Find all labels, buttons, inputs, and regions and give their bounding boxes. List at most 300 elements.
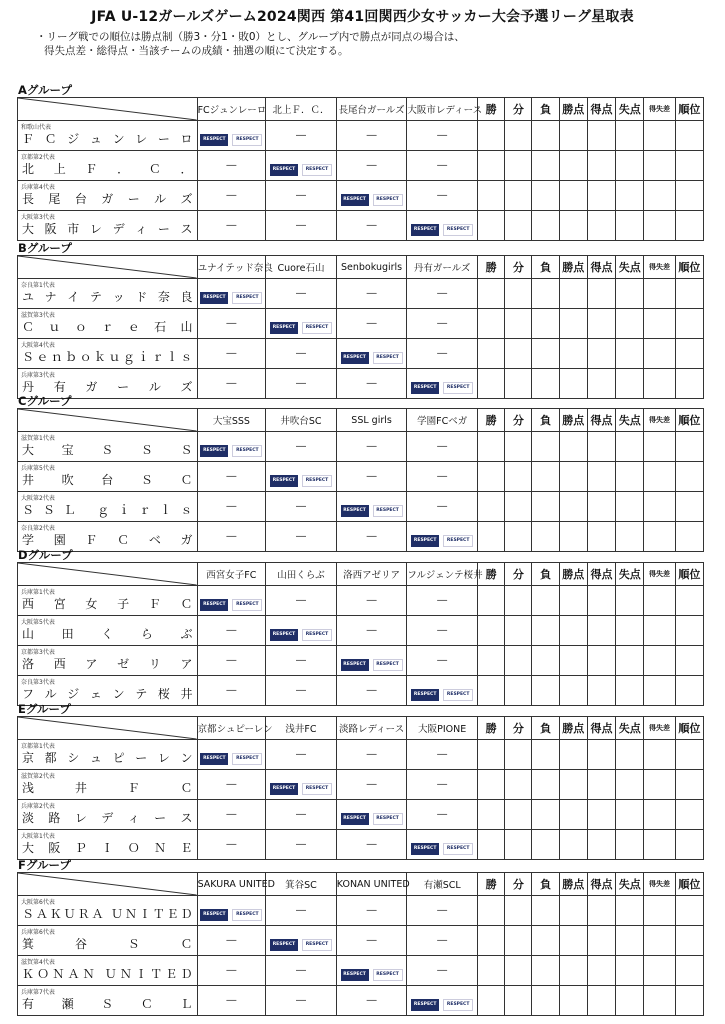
opponent-header: 有瀬SCL bbox=[407, 873, 478, 896]
team-name: 大 阪 市 レ デ ィ ー ス bbox=[22, 222, 193, 236]
match-result-cell: ― bbox=[197, 339, 266, 369]
stat-cell bbox=[505, 986, 532, 1016]
header-row bbox=[18, 873, 704, 896]
stat-cell bbox=[477, 432, 504, 462]
match-result-cell: ― bbox=[197, 462, 266, 492]
prefecture-rep: 大阪第6代表 bbox=[21, 899, 55, 906]
opponent-header: 浅井FC bbox=[266, 717, 337, 740]
stat-cell bbox=[532, 800, 559, 830]
match-result-cell: ― bbox=[336, 432, 407, 462]
stat-header: 勝 bbox=[477, 563, 504, 586]
diagonal-line bbox=[18, 409, 197, 431]
match-result-cell: ― bbox=[197, 800, 266, 830]
stat-cell bbox=[675, 151, 703, 181]
stat-cell bbox=[675, 586, 703, 616]
prefecture-rep: 兵庫第1代表 bbox=[21, 589, 55, 596]
stat-cell bbox=[505, 896, 532, 926]
stat-cell bbox=[477, 800, 504, 830]
team-name: 大 宝 Ｓ Ｓ Ｓ bbox=[22, 443, 193, 457]
respect-badge-light: RESPECT bbox=[373, 659, 403, 671]
stat-cell bbox=[644, 492, 675, 522]
team-row bbox=[18, 522, 704, 552]
opponent-header: 大宝SSS bbox=[197, 409, 266, 432]
stat-header: 得点 bbox=[587, 409, 615, 432]
stat-cell bbox=[532, 896, 559, 926]
stat-cell bbox=[559, 432, 587, 462]
respect-badge: RESPECT bbox=[200, 292, 228, 304]
stat-cell bbox=[532, 492, 559, 522]
match-result-cell: ― bbox=[197, 676, 266, 706]
stat-header: 失点 bbox=[616, 409, 644, 432]
respect-badge-light: RESPECT bbox=[302, 475, 332, 487]
team-row bbox=[18, 279, 704, 309]
team-row bbox=[18, 616, 704, 646]
stat-header: 順位 bbox=[675, 873, 703, 896]
respect-badge: RESPECT bbox=[411, 689, 439, 701]
team-name: Ｃ ｕ ｏ ｒ ｅ 石 山 bbox=[22, 320, 193, 334]
stat-cell bbox=[587, 462, 615, 492]
prefecture-rep: 兵庫第7代表 bbox=[21, 989, 55, 996]
team-row bbox=[18, 369, 704, 399]
team-name: ユ ナ イ テ ッ ド 奈 良 bbox=[22, 290, 193, 304]
stat-cell bbox=[477, 309, 504, 339]
respect-badge: RESPECT bbox=[411, 535, 439, 547]
stat-cell bbox=[505, 586, 532, 616]
match-result-cell: ― bbox=[197, 522, 266, 552]
team-name: 井 吹 台 Ｓ Ｃ bbox=[22, 473, 193, 487]
stat-header: 分 bbox=[505, 98, 532, 121]
respect-cell bbox=[336, 181, 407, 211]
respect-badge-light: RESPECT bbox=[302, 939, 332, 951]
stat-cell bbox=[587, 896, 615, 926]
team-row bbox=[18, 151, 704, 181]
respect-badge-light: RESPECT bbox=[443, 689, 473, 701]
stat-cell bbox=[644, 181, 675, 211]
stat-header: 得失差 bbox=[644, 563, 675, 586]
match-result-cell: ― bbox=[407, 770, 478, 800]
stat-header: 失点 bbox=[616, 563, 644, 586]
stat-cell bbox=[477, 986, 504, 1016]
stat-cell bbox=[559, 896, 587, 926]
team-name-cell bbox=[18, 956, 198, 986]
stat-cell bbox=[559, 462, 587, 492]
stat-cell bbox=[644, 616, 675, 646]
opponent-header: SAKURA UNITED bbox=[197, 873, 266, 896]
stat-cell bbox=[477, 586, 504, 616]
group-label: Eグループ bbox=[18, 702, 71, 716]
team-name-cell bbox=[18, 339, 198, 369]
team-name: 淡 路 レ デ ィ ー ス bbox=[22, 811, 193, 825]
respect-badge-light: RESPECT bbox=[373, 505, 403, 517]
stat-header: 分 bbox=[505, 409, 532, 432]
respect-badge-light: RESPECT bbox=[232, 909, 262, 921]
prefecture-rep: 兵庫第5代表 bbox=[21, 465, 55, 472]
opponent-header: Senbokugirls bbox=[336, 256, 407, 279]
respect-badge-light: RESPECT bbox=[302, 322, 332, 334]
respect-badge: RESPECT bbox=[270, 164, 298, 176]
respect-badge: RESPECT bbox=[341, 659, 369, 671]
stat-cell bbox=[616, 616, 644, 646]
match-result-cell: ― bbox=[407, 646, 478, 676]
respect-cell bbox=[197, 586, 266, 616]
match-result-cell: ― bbox=[266, 432, 337, 462]
stat-header: 順位 bbox=[675, 256, 703, 279]
stat-header: 失点 bbox=[616, 717, 644, 740]
stat-cell bbox=[532, 181, 559, 211]
stat-cell bbox=[505, 926, 532, 956]
opponent-header: KONAN UNITED bbox=[336, 873, 407, 896]
stat-cell bbox=[532, 740, 559, 770]
match-result-cell: ― bbox=[336, 986, 407, 1016]
respect-badge: RESPECT bbox=[200, 134, 228, 146]
stat-cell bbox=[616, 151, 644, 181]
prefecture-rep: 兵庫第2代表 bbox=[21, 803, 55, 810]
stat-cell bbox=[532, 522, 559, 552]
stat-cell bbox=[644, 462, 675, 492]
stat-cell bbox=[559, 522, 587, 552]
stat-header: 勝点 bbox=[559, 717, 587, 740]
match-result-cell: ― bbox=[266, 279, 337, 309]
respect-logo bbox=[270, 475, 332, 487]
match-result-cell: ― bbox=[407, 121, 478, 151]
stat-cell bbox=[587, 830, 615, 860]
stat-cell bbox=[532, 986, 559, 1016]
stat-cell bbox=[559, 926, 587, 956]
stat-cell bbox=[477, 339, 504, 369]
group-table bbox=[17, 408, 704, 552]
match-result-cell: ― bbox=[266, 211, 337, 241]
team-name-cell bbox=[18, 616, 198, 646]
team-row bbox=[18, 926, 704, 956]
stat-header: 順位 bbox=[675, 717, 703, 740]
stat-cell bbox=[587, 432, 615, 462]
respect-cell bbox=[266, 926, 337, 956]
stat-cell bbox=[644, 432, 675, 462]
prefecture-rep: 滋賀第4代表 bbox=[21, 959, 55, 966]
team-name: 丹 有 ガ ー ル ズ bbox=[22, 380, 193, 394]
match-result-cell: ― bbox=[197, 181, 266, 211]
stat-cell bbox=[675, 616, 703, 646]
group-label: Bグループ bbox=[18, 241, 72, 255]
stat-cell bbox=[477, 211, 504, 241]
opponent-header: Cuore石山 bbox=[266, 256, 337, 279]
corner-cell bbox=[18, 98, 198, 121]
stat-header: 勝点 bbox=[559, 409, 587, 432]
team-name-cell bbox=[18, 896, 198, 926]
respect-badge: RESPECT bbox=[341, 194, 369, 206]
team-name: フ ル ジ ェ ン テ 桜 井 bbox=[22, 687, 193, 701]
stat-cell bbox=[477, 151, 504, 181]
stat-cell bbox=[505, 616, 532, 646]
stat-cell bbox=[675, 926, 703, 956]
diagonal-line bbox=[18, 717, 197, 739]
respect-logo bbox=[270, 939, 332, 951]
opponent-header: 北上Ｆ．Ｃ． bbox=[266, 98, 337, 121]
respect-logo bbox=[341, 659, 403, 671]
team-name: Ｓ ｅ ｎ ｂ ｏ ｋ ｕ ｇ ｉ ｒ ｌ ｓ bbox=[22, 350, 193, 364]
stat-cell bbox=[477, 676, 504, 706]
stat-cell bbox=[644, 830, 675, 860]
respect-badge: RESPECT bbox=[411, 999, 439, 1011]
team-name: Ｓ Ａ Ｋ Ｕ Ｒ Ａ Ｕ Ｎ Ｉ Ｔ Ｅ Ｄ bbox=[22, 907, 193, 921]
diagonal-line bbox=[18, 98, 197, 120]
match-result-cell: ― bbox=[336, 121, 407, 151]
respect-badge: RESPECT bbox=[411, 843, 439, 855]
stat-header: 分 bbox=[505, 563, 532, 586]
stat-cell bbox=[616, 462, 644, 492]
stat-cell bbox=[675, 211, 703, 241]
stat-cell bbox=[505, 462, 532, 492]
stat-cell bbox=[644, 956, 675, 986]
match-result-cell: ― bbox=[407, 800, 478, 830]
stat-cell bbox=[616, 676, 644, 706]
prefecture-rep: 兵庫第6代表 bbox=[21, 929, 55, 936]
stat-header: 順位 bbox=[675, 563, 703, 586]
corner-cell bbox=[18, 717, 198, 740]
team-name: 学 園 Ｆ Ｃ ベ ガ bbox=[22, 533, 193, 547]
team-row bbox=[18, 896, 704, 926]
stat-header: 負 bbox=[532, 873, 559, 896]
stat-cell bbox=[477, 830, 504, 860]
stat-cell bbox=[675, 740, 703, 770]
opponent-header: 箕谷SC bbox=[266, 873, 337, 896]
respect-badge: RESPECT bbox=[270, 783, 298, 795]
respect-cell bbox=[407, 369, 478, 399]
respect-badge-light: RESPECT bbox=[373, 352, 403, 364]
stat-cell bbox=[559, 956, 587, 986]
respect-logo bbox=[411, 843, 473, 855]
stat-cell bbox=[587, 676, 615, 706]
opponent-header: 京都シュピーレン bbox=[197, 717, 266, 740]
prefecture-rep: 滋賀第3代表 bbox=[21, 312, 55, 319]
stat-cell bbox=[644, 211, 675, 241]
prefecture-rep: 奈良第1代表 bbox=[21, 282, 55, 289]
opponent-header: 洛西アゼリア bbox=[336, 563, 407, 586]
match-result-cell: ― bbox=[407, 740, 478, 770]
stat-header: 分 bbox=[505, 873, 532, 896]
stat-header: 得失差 bbox=[644, 409, 675, 432]
stat-cell bbox=[532, 462, 559, 492]
header-row bbox=[18, 98, 704, 121]
stat-cell bbox=[559, 986, 587, 1016]
match-result-cell: ― bbox=[407, 462, 478, 492]
group-table bbox=[17, 872, 704, 1016]
respect-cell bbox=[266, 462, 337, 492]
stat-cell bbox=[616, 926, 644, 956]
prefecture-rep: 奈良第3代表 bbox=[21, 679, 55, 686]
stat-cell bbox=[532, 586, 559, 616]
stat-cell bbox=[587, 279, 615, 309]
stat-cell bbox=[675, 646, 703, 676]
stat-cell bbox=[505, 121, 532, 151]
prefecture-rep: 和歌山代表 bbox=[21, 124, 52, 131]
respect-badge: RESPECT bbox=[200, 909, 228, 921]
team-name-cell bbox=[18, 279, 198, 309]
match-result-cell: ― bbox=[336, 211, 407, 241]
match-result-cell: ― bbox=[266, 492, 337, 522]
team-name: 京 都 シ ュ ピ ー レ ン bbox=[22, 751, 193, 765]
respect-logo bbox=[200, 292, 262, 304]
stat-cell bbox=[616, 770, 644, 800]
match-result-cell: ― bbox=[266, 369, 337, 399]
stat-cell bbox=[675, 522, 703, 552]
stat-cell bbox=[477, 926, 504, 956]
respect-badge: RESPECT bbox=[341, 969, 369, 981]
opponent-header: 西宮女子FC bbox=[197, 563, 266, 586]
stat-cell bbox=[587, 800, 615, 830]
stat-cell bbox=[644, 309, 675, 339]
stat-cell bbox=[616, 586, 644, 616]
team-name: 有 瀬 Ｓ Ｃ Ｌ bbox=[22, 997, 193, 1011]
stat-cell bbox=[532, 279, 559, 309]
stat-cell bbox=[587, 986, 615, 1016]
stat-cell bbox=[587, 926, 615, 956]
stat-cell bbox=[644, 586, 675, 616]
stat-cell bbox=[532, 616, 559, 646]
stat-cell bbox=[644, 339, 675, 369]
group-table bbox=[17, 562, 704, 706]
stat-cell bbox=[587, 369, 615, 399]
stat-cell bbox=[559, 800, 587, 830]
team-name: 山 田 く ら ぶ bbox=[22, 627, 193, 641]
stat-cell bbox=[532, 121, 559, 151]
stat-cell bbox=[644, 151, 675, 181]
diagonal-line bbox=[18, 873, 197, 895]
match-result-cell: ― bbox=[197, 369, 266, 399]
respect-cell bbox=[336, 492, 407, 522]
respect-badge: RESPECT bbox=[270, 322, 298, 334]
match-result-cell: ― bbox=[407, 279, 478, 309]
team-name-cell bbox=[18, 770, 198, 800]
stat-cell bbox=[587, 309, 615, 339]
team-name-cell bbox=[18, 646, 198, 676]
respect-cell bbox=[266, 616, 337, 646]
stat-cell bbox=[559, 740, 587, 770]
prefecture-rep: 兵庫第3代表 bbox=[21, 372, 55, 379]
team-row bbox=[18, 830, 704, 860]
stat-header: 得点 bbox=[587, 717, 615, 740]
stat-cell bbox=[675, 369, 703, 399]
prefecture-rep: 京都第1代表 bbox=[21, 743, 55, 750]
group-table bbox=[17, 97, 704, 241]
opponent-header: FCジュンレーロ bbox=[197, 98, 266, 121]
respect-logo bbox=[270, 164, 332, 176]
respect-cell bbox=[407, 522, 478, 552]
stat-cell bbox=[675, 339, 703, 369]
match-result-cell: ― bbox=[336, 522, 407, 552]
respect-badge-light: RESPECT bbox=[373, 813, 403, 825]
prefecture-rep: 大阪第5代表 bbox=[21, 619, 55, 626]
team-name: 大 阪 Ｐ Ｉ Ｏ Ｎ Ｅ bbox=[22, 841, 193, 855]
respect-badge: RESPECT bbox=[341, 813, 369, 825]
stat-cell bbox=[532, 432, 559, 462]
respect-logo bbox=[341, 969, 403, 981]
match-result-cell: ― bbox=[336, 926, 407, 956]
team-row bbox=[18, 956, 704, 986]
stat-cell bbox=[532, 956, 559, 986]
stat-cell bbox=[559, 646, 587, 676]
group-label: Dグループ bbox=[18, 548, 73, 562]
respect-badge-light: RESPECT bbox=[302, 629, 332, 641]
match-result-cell: ― bbox=[197, 151, 266, 181]
stat-cell bbox=[587, 151, 615, 181]
stat-cell bbox=[477, 616, 504, 646]
match-result-cell: ― bbox=[407, 492, 478, 522]
stat-header: 得点 bbox=[587, 563, 615, 586]
stat-cell bbox=[505, 369, 532, 399]
team-name-cell bbox=[18, 492, 198, 522]
respect-badge-light: RESPECT bbox=[232, 445, 262, 457]
stat-cell bbox=[644, 676, 675, 706]
stat-header: 負 bbox=[532, 98, 559, 121]
team-row bbox=[18, 121, 704, 151]
corner-cell bbox=[18, 409, 198, 432]
match-result-cell: ― bbox=[407, 956, 478, 986]
stat-cell bbox=[675, 462, 703, 492]
stat-cell bbox=[559, 279, 587, 309]
respect-badge-light: RESPECT bbox=[443, 224, 473, 236]
stat-header: 得点 bbox=[587, 98, 615, 121]
match-result-cell: ― bbox=[266, 740, 337, 770]
stat-cell bbox=[587, 211, 615, 241]
stat-cell bbox=[675, 279, 703, 309]
respect-badge: RESPECT bbox=[341, 505, 369, 517]
team-name: 浅 井 Ｆ Ｃ bbox=[22, 781, 193, 795]
stat-cell bbox=[616, 121, 644, 151]
match-result-cell: ― bbox=[407, 339, 478, 369]
opponent-header: 大阪PIONE bbox=[407, 717, 478, 740]
match-result-cell: ― bbox=[407, 926, 478, 956]
match-result-cell: ― bbox=[266, 830, 337, 860]
team-row bbox=[18, 986, 704, 1016]
match-result-cell: ― bbox=[266, 646, 337, 676]
stat-cell bbox=[675, 309, 703, 339]
team-row bbox=[18, 740, 704, 770]
team-row bbox=[18, 181, 704, 211]
stat-cell bbox=[587, 616, 615, 646]
corner-cell bbox=[18, 873, 198, 896]
team-row bbox=[18, 211, 704, 241]
stat-cell bbox=[675, 986, 703, 1016]
opponent-header: 大阪市レディース bbox=[407, 98, 478, 121]
team-name-cell bbox=[18, 926, 198, 956]
opponent-header: 淡路レディース bbox=[336, 717, 407, 740]
match-result-cell: ― bbox=[336, 896, 407, 926]
prefecture-rep: 大阪第3代表 bbox=[21, 214, 55, 221]
respect-cell bbox=[336, 339, 407, 369]
respect-badge-light: RESPECT bbox=[232, 753, 262, 765]
stat-cell bbox=[559, 616, 587, 646]
stat-header: 勝点 bbox=[559, 256, 587, 279]
match-result-cell: ― bbox=[197, 986, 266, 1016]
prefecture-rep: 大阪第4代表 bbox=[21, 342, 55, 349]
match-result-cell: ― bbox=[197, 830, 266, 860]
match-result-cell: ― bbox=[197, 646, 266, 676]
team-name-cell bbox=[18, 181, 198, 211]
stat-cell bbox=[675, 770, 703, 800]
stat-header: 得点 bbox=[587, 873, 615, 896]
team-row bbox=[18, 586, 704, 616]
respect-badge-light: RESPECT bbox=[443, 382, 473, 394]
team-name: 洛 西 ア ゼ リ ア bbox=[22, 657, 193, 671]
stat-cell bbox=[532, 926, 559, 956]
team-name-cell bbox=[18, 800, 198, 830]
stat-cell bbox=[532, 770, 559, 800]
team-name: Ｆ Ｃ ジ ュ ン レ ー ロ bbox=[22, 132, 193, 146]
stat-cell bbox=[477, 522, 504, 552]
stat-cell bbox=[505, 522, 532, 552]
stat-cell bbox=[559, 339, 587, 369]
